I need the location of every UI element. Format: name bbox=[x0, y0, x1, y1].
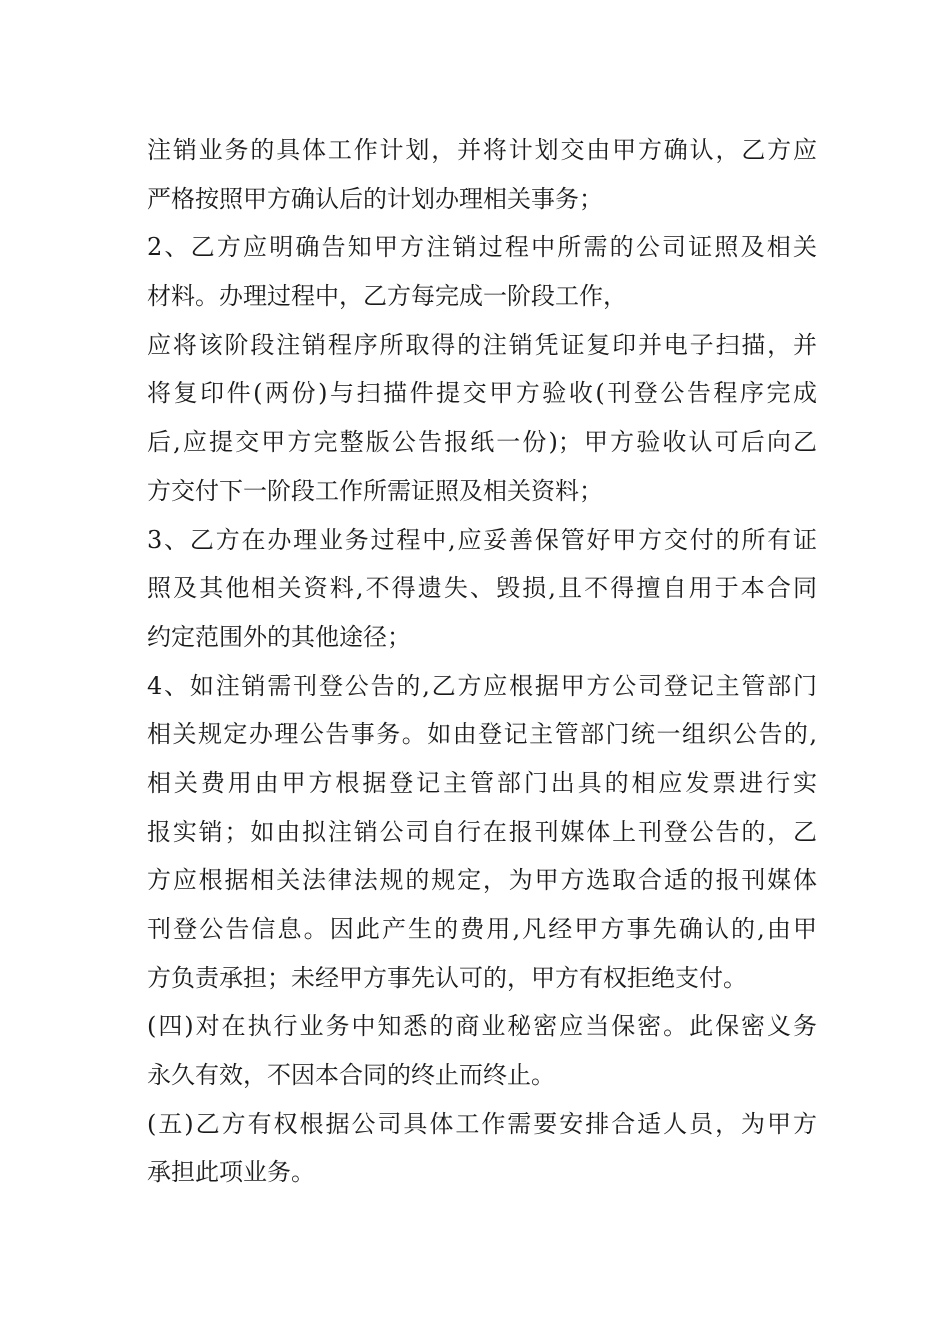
text-line: (四)对在执行业务中知悉的商业秘密应当保密。此保密义务 bbox=[147, 1012, 817, 1041]
text-line: 约定范围外的其他途径； bbox=[147, 622, 411, 651]
text-line: 2、乙方应明确告知甲方注销过程中所需的公司证照及相关 bbox=[147, 233, 817, 262]
text-line: 3、乙方在办理业务过程中,应妥善保管好甲方交付的所有证 bbox=[147, 525, 817, 554]
text-line: 承担此项业务。 bbox=[147, 1158, 315, 1187]
text-line: 永久有效，不因本合同的终止而终止。 bbox=[147, 1061, 555, 1090]
text-line: 刊登公告信息。因此产生的费用,凡经甲方事先确认的,由甲 bbox=[147, 915, 817, 943]
text-line: 照及其他相关资料,不得遗失、毁损,且不得擅自用于本合同 bbox=[147, 574, 817, 603]
text-line: 4、如注销需刊登公告的,乙方应根据甲方公司登记主管部门 bbox=[147, 671, 817, 700]
text-line: 方负责承担；未经甲方事先认可的，甲方有权拒绝支付。 bbox=[147, 963, 747, 992]
text-line: 将复印件(两份)与扫描件提交甲方验收(刊登公告程序完成 bbox=[147, 379, 817, 408]
text-line: 后,应提交甲方完整版公告报纸一份)；甲方验收认可后向乙 bbox=[147, 428, 817, 457]
text-line: 材料。办理过程中，乙方每完成一阶段工作， bbox=[147, 282, 627, 311]
text-line: 方应根据相关法律法规的规定，为甲方选取合适的报刊媒体 bbox=[147, 866, 817, 895]
text-line: 严格按照甲方确认后的计划办理相关事务； bbox=[147, 184, 603, 213]
text-line: 注销业务的具体工作计划，并将计划交由甲方确认，乙方应 bbox=[147, 136, 817, 164]
text-line: 相关规定办理公告事务。如由登记主管部门统一组织公告的, bbox=[147, 720, 817, 749]
text-line: 应将该阶段注销程序所取得的注销凭证复印并电子扫描，并 bbox=[147, 330, 817, 359]
text-line: 报实销；如由拟注销公司自行在报刊媒体上刊登公告的，乙 bbox=[147, 817, 817, 846]
contract-text bbox=[147, 126, 817, 1197]
text-line: 相关费用由甲方根据登记主管部门出具的相应发票进行实 bbox=[147, 768, 817, 797]
text-line: 方交付下一阶段工作所需证照及相关资料； bbox=[147, 476, 603, 505]
text-line: (五)乙方有权根据公司具体工作需要安排合适人员，为甲方 bbox=[147, 1109, 817, 1138]
